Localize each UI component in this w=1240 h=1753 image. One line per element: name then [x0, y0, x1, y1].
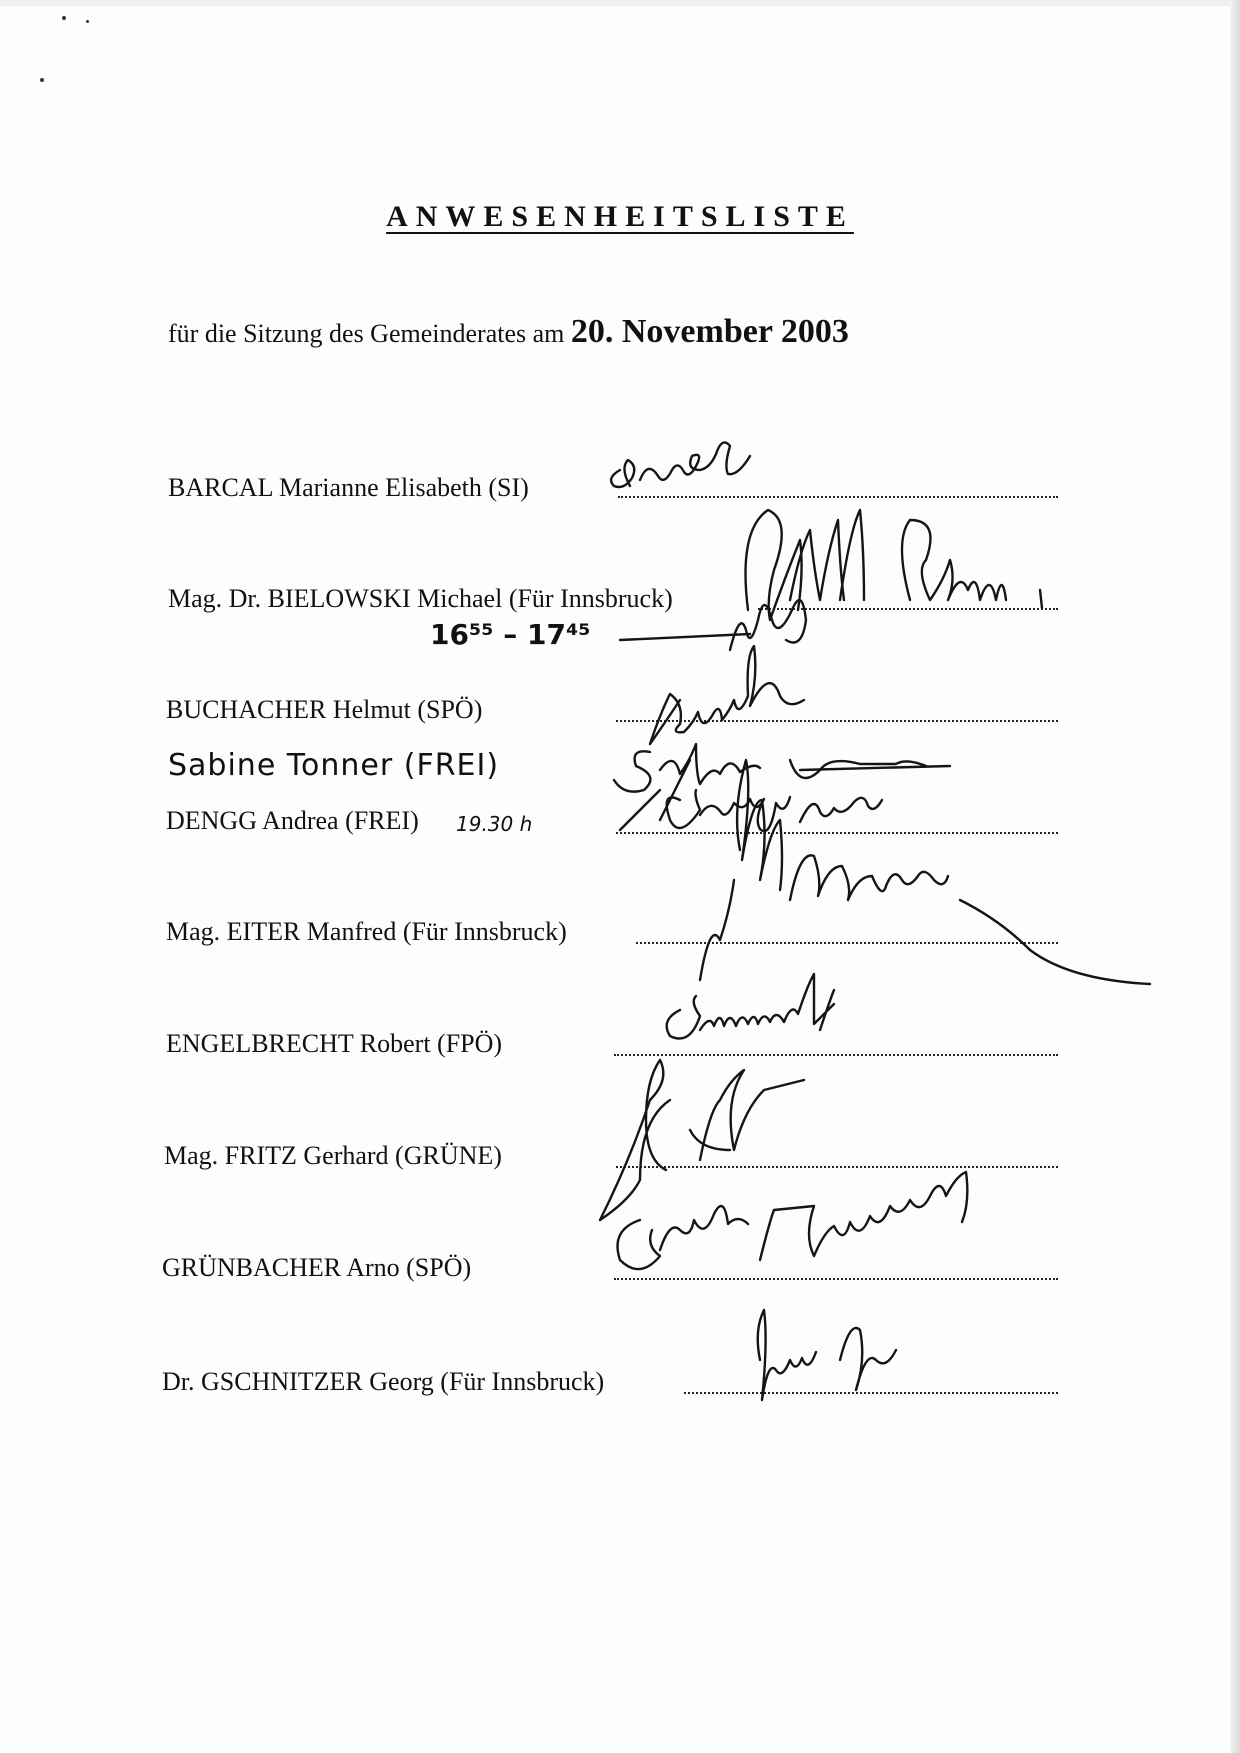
- attendee-name: Mag. FRITZ Gerhard (GRÜNE): [164, 1141, 502, 1170]
- attendee-name: DENGG Andrea (FREI): [166, 806, 419, 835]
- handwritten-time-bielowski: 16⁵⁵ – 17⁴⁵: [430, 618, 591, 651]
- attendee-name: Dr. GSCHNITZER Georg (Für Innsbruck): [162, 1367, 605, 1396]
- signature-eiter-icon: [700, 760, 1150, 984]
- signature-barcal-icon: [611, 442, 750, 487]
- attendee-name: ENGELBRECHT Robert (FPÖ): [166, 1029, 503, 1058]
- attendee-name: BARCAL Marianne Elisabeth (SI): [168, 473, 529, 502]
- meeting-date: 20. November 2003: [570, 313, 849, 350]
- attendee-name: BUCHACHER Helmut (SPÖ): [166, 695, 483, 724]
- signature-tonner-icon: [614, 744, 950, 830]
- signature-fritz-icon: [600, 1060, 804, 1220]
- signature-engelbrecht-icon: [667, 974, 834, 1039]
- subtitle-prefix: für die Sitzung des Gemeinderates am: [168, 319, 565, 348]
- signature-gruenbacher-icon: [618, 1172, 968, 1269]
- handwritten-substitute: Sabine Tonner (FREI): [168, 748, 500, 783]
- handwritten-time-dengg: 19.30 h: [456, 812, 533, 836]
- document-title: ANWESENHEITSLISTE: [386, 200, 854, 233]
- attendee-name: GRÜNBACHER Arno (SPÖ): [162, 1253, 472, 1282]
- signature-buchacher-icon: [650, 646, 804, 744]
- attendee-name: Mag. EITER Manfred (Für Innsbruck): [166, 917, 567, 946]
- signature-bielowski-icon: [620, 510, 1042, 650]
- signature-gschnitzer-icon: [758, 1310, 896, 1400]
- attendee-name: Mag. Dr. BIELOWSKI Michael (Für Innsbruck): [168, 584, 673, 613]
- signature-dengg-icon: [667, 790, 882, 831]
